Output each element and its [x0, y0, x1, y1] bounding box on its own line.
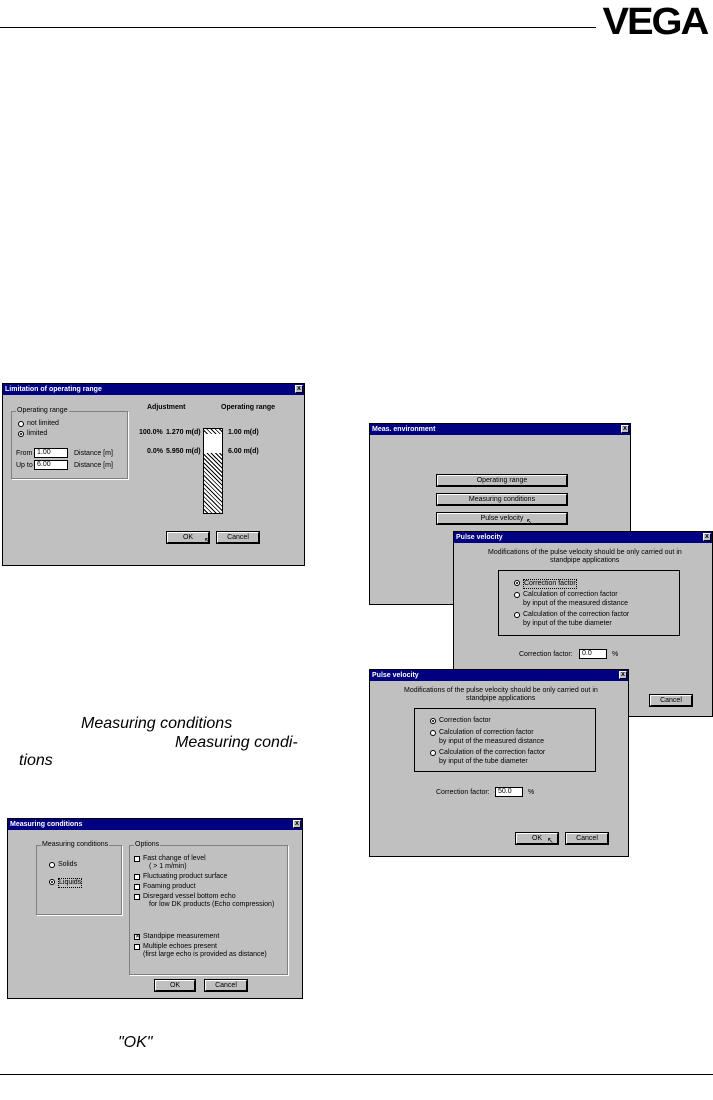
checkbox-disregard-bottom[interactable] [134, 894, 140, 900]
option-sublabel: by input of the measured distance [439, 738, 545, 745]
dialog-title: Meas. environment x [370, 424, 630, 435]
mouse-pointer-icon: ↖ [547, 836, 554, 845]
checkbox-foaming[interactable] [134, 884, 140, 890]
checkbox-standpipe[interactable]: ✕ [135, 934, 141, 940]
radio-label: limited [27, 430, 48, 437]
group-label: Operating range [17, 407, 68, 414]
info-line-2: standpipe applications [466, 695, 536, 702]
ok-button[interactable]: OK [516, 833, 558, 844]
option-label: Fluctuating product surface [143, 873, 228, 880]
radio-correction-factor[interactable] [430, 718, 436, 724]
correction-factor-label: Correction factor: [436, 789, 490, 796]
dialog-title: Limitation of operating range x [3, 384, 304, 395]
radio-label: Solids [58, 861, 78, 868]
text-tions: tions [19, 752, 53, 769]
checkbox-fluctuating[interactable] [134, 874, 140, 880]
footer-rule [0, 1074, 713, 1075]
text-ok-quote: "OK" [118, 1034, 153, 1051]
radio-label: not limited [27, 420, 59, 427]
row1-range: 1.00 m(d) [228, 429, 259, 436]
option-label: Calculation of the correction factor [523, 611, 630, 618]
checkbox-fast-change[interactable] [134, 856, 140, 862]
radio-liquids[interactable] [49, 879, 55, 885]
close-icon[interactable]: x [703, 533, 711, 541]
close-icon[interactable]: x [619, 671, 627, 679]
option-label: Foaming product [143, 883, 196, 890]
correction-factor-input[interactable]: 0.0 [579, 649, 607, 659]
header-rule [0, 27, 596, 28]
info-line-1: Modifications of the pulse velocity should be only carried out in [404, 687, 598, 694]
column-adjustment: Adjustment [147, 404, 186, 411]
vega-logo: VEGA [602, 1, 708, 43]
radio-measured-distance[interactable] [430, 730, 436, 736]
row2-range: 6.00 m(d) [228, 448, 259, 455]
radio-correction-factor[interactable] [514, 580, 520, 586]
ok-button[interactable]: OK [155, 980, 195, 991]
dialog-measuring-conditions [7, 818, 303, 999]
row2-percent: 0.0% [147, 448, 163, 455]
group-options [129, 841, 288, 975]
option-label: Fast change of level [143, 855, 206, 862]
options-frame [498, 570, 680, 636]
mouse-pointer-icon: ↖ [526, 517, 533, 526]
group-operating-range [11, 407, 128, 479]
option-sublabel: for low DK products (Echo compression) [149, 901, 275, 908]
percent-unit: % [612, 651, 619, 658]
from-unit: Distance [m] [74, 450, 113, 457]
group-label: Options [135, 841, 160, 848]
cancel-button[interactable]: Cancel [205, 980, 247, 991]
cancel-button[interactable]: Cancel [566, 833, 608, 844]
option-label: Calculation of correction factor [523, 591, 618, 598]
upto-label: Up to [16, 462, 33, 469]
radio-solids[interactable] [49, 862, 55, 868]
vessel-top-hatch [204, 429, 222, 434]
column-operating-range: Operating range [221, 404, 276, 411]
radio-limited[interactable] [18, 431, 24, 437]
upto-input[interactable]: 6.00 [34, 460, 68, 470]
dialog-title: Pulse velocity x [454, 532, 712, 543]
option-label: Correction factor [439, 717, 491, 724]
cancel-button[interactable]: Cancel [217, 532, 259, 543]
row1-percent: 100.0% [139, 429, 163, 436]
close-icon[interactable]: x [293, 820, 301, 828]
radio-label: Liquids [59, 879, 82, 886]
info-line-1: Modifications of the pulse velocity should be only carried out in [488, 549, 682, 556]
correction-factor-label: Correction factor: [519, 651, 573, 658]
radio-not-limited[interactable] [18, 421, 24, 427]
dialog-pulse-velocity-front [369, 669, 629, 857]
options-frame [414, 708, 596, 772]
text-measuring-conditions-1: Measuring conditions [81, 715, 233, 732]
option-label: Calculation of the correction factor [439, 749, 546, 756]
vessel-graphic [203, 428, 223, 514]
option-label: Standpipe measurement [143, 933, 220, 940]
pulse-velocity-button[interactable]: Pulse velocity [437, 513, 567, 524]
dialog-limitation-operating-range [2, 383, 305, 566]
option-sublabel: by input of the measured distance [523, 600, 629, 607]
option-label: Multiple echoes present [143, 943, 217, 950]
option-label: Correction factor [524, 580, 576, 587]
cancel-button[interactable]: Cancel [650, 695, 692, 706]
vessel-bottom-hatch [204, 453, 222, 513]
percent-unit: % [528, 789, 535, 796]
option-label: Disregard vessel bottom echo [143, 893, 236, 900]
group-measuring-conditions [36, 841, 122, 915]
from-input[interactable]: 1.00 [34, 448, 68, 458]
measuring-conditions-button[interactable]: Measuring conditions [437, 494, 567, 505]
correction-factor-input[interactable]: 50.0 [495, 787, 523, 797]
option-label: Calculation of correction factor [439, 729, 534, 736]
option-sublabel: (first large echo is provided as distance) [143, 951, 267, 958]
option-sublabel: ( > 1 m/min) [149, 863, 187, 870]
group-label: Measuring conditions [42, 841, 109, 848]
upto-unit: Distance [m] [74, 462, 113, 469]
row1-adjustment: 1.270 m(d) [166, 429, 201, 436]
operating-range-button[interactable]: Operating range [437, 475, 567, 486]
info-line-2: standpipe applications [550, 557, 620, 564]
checkbox-multiple-echoes[interactable] [134, 944, 140, 950]
mouse-pointer-icon: ↖ [204, 536, 211, 545]
ok-button[interactable]: OK [167, 532, 209, 543]
dialog-title: Pulse velocity x [370, 670, 628, 681]
from-label: From [16, 450, 33, 457]
radio-tube-diameter[interactable] [430, 750, 436, 756]
close-icon[interactable]: x [295, 385, 303, 393]
close-icon[interactable]: x [621, 425, 629, 433]
radio-tube-diameter[interactable] [514, 612, 520, 618]
option-sublabel: by input of the tube diameter [439, 758, 528, 765]
radio-measured-distance[interactable] [514, 592, 520, 598]
row2-adjustment: 5.950 m(d) [166, 448, 201, 455]
option-sublabel: by input of the tube diameter [523, 620, 612, 627]
dialog-title: Measuring conditions x [8, 819, 302, 830]
text-measuring-conditions-2: Measuring condi- [175, 734, 298, 751]
